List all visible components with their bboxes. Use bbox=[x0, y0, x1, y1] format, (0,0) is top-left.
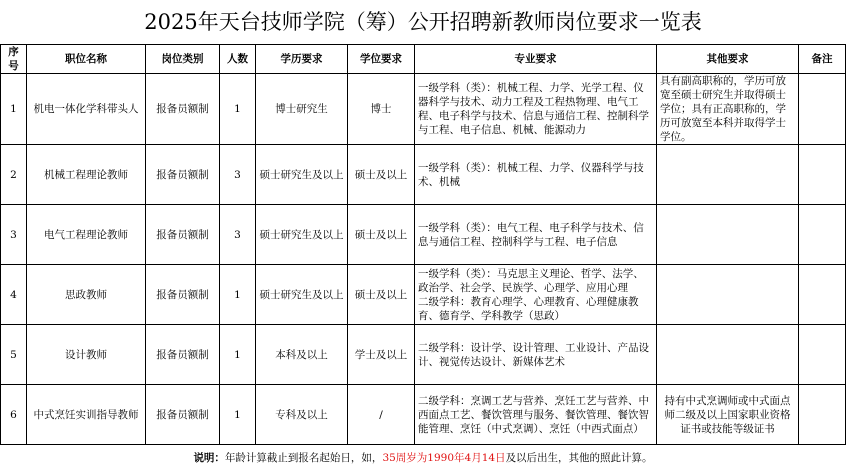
cell-education: 专科及以上 bbox=[256, 385, 348, 445]
cell-count: 3 bbox=[220, 145, 256, 205]
header-cell: 学历要求 bbox=[256, 45, 348, 74]
cell-no: 2 bbox=[1, 145, 27, 205]
cell-remark bbox=[799, 205, 846, 265]
footnote-text-after: 及以后出生，其他的照此计算。 bbox=[505, 452, 653, 464]
cell-degree: 学士及以上 bbox=[348, 325, 415, 385]
cell-remark bbox=[799, 145, 846, 205]
cell-other bbox=[657, 265, 799, 325]
cell-major: 一级学科（类）：机械工程、力学、光学工程、仪器科学与技术、动力工程及工程热物理、电气工程、电子科学与技术、信息与通信工程、控制科学与工程、电子信息、机械、能源动力 bbox=[415, 74, 657, 145]
cell-other bbox=[657, 145, 799, 205]
footnote-text-before: 年龄计算截止到报名起始日，如， bbox=[224, 452, 383, 464]
cell-position: 机械工程理论教师 bbox=[27, 145, 146, 205]
cell-major: 一级学科（类）：马克思主义理论、哲学、法学、政治学、社会学、民族学、心理学、应用心理 二级学科：教育心理学、心理教育、心理健康教育、德育学、学科教学（思政） bbox=[415, 265, 657, 325]
cell-degree: 硕士及以上 bbox=[348, 145, 415, 205]
header-cell: 序号 bbox=[1, 45, 27, 74]
cell-other: 持有中式烹调师或中式面点师二级及以上国家职业资格证书或技能等级证书 bbox=[657, 385, 799, 445]
cell-major: 一级学科（类）：电气工程、电子科学与技术、信息与通信工程、控制科学与工程、电子信息 bbox=[415, 205, 657, 265]
cell-other bbox=[657, 205, 799, 265]
cell-remark bbox=[799, 265, 846, 325]
cell-no: 4 bbox=[1, 265, 27, 325]
cell-position: 思政教师 bbox=[27, 265, 146, 325]
cell-major: 二级学科：设计学、设计管理、工业设计、产品设计、视觉传达设计、新媒体艺术 bbox=[415, 325, 657, 385]
cell-category: 报备员额制 bbox=[146, 325, 220, 385]
cell-no: 5 bbox=[1, 325, 27, 385]
cell-position: 设计教师 bbox=[27, 325, 146, 385]
table-row bbox=[1, 325, 846, 385]
cell-education: 硕士研究生及以上 bbox=[256, 205, 348, 265]
header-cell: 人数 bbox=[220, 45, 256, 74]
cell-category: 报备员额制 bbox=[146, 145, 220, 205]
cell-remark bbox=[799, 385, 846, 445]
cell-remark bbox=[799, 74, 846, 145]
cell-count: 3 bbox=[220, 205, 256, 265]
header-cell: 岗位类别 bbox=[146, 45, 220, 74]
header-cell: 备注 bbox=[799, 45, 846, 74]
cell-degree: 硕士及以上 bbox=[348, 205, 415, 265]
header-cell: 专业要求 bbox=[415, 45, 657, 74]
cell-education: 硕士研究生及以上 bbox=[256, 145, 348, 205]
footnote bbox=[0, 448, 846, 468]
cell-count: 1 bbox=[220, 265, 256, 325]
cell-count: 1 bbox=[220, 74, 256, 145]
cell-other bbox=[657, 325, 799, 385]
cell-remark bbox=[799, 325, 846, 385]
cell-other: 具有副高职称的，学历可放宽至硕士研究生并取得硕士学位；具有正高职称的，学历可放宽至本科并取得学士学位。 bbox=[657, 74, 799, 145]
cell-category: 报备员额制 bbox=[146, 74, 220, 145]
header-cell: 其他要求 bbox=[657, 45, 799, 74]
table-header-row bbox=[1, 45, 846, 74]
cell-count: 1 bbox=[220, 385, 256, 445]
table-row bbox=[1, 385, 846, 445]
cell-category: 报备员额制 bbox=[146, 265, 220, 325]
cell-category: 报备员额制 bbox=[146, 385, 220, 445]
cell-count: 1 bbox=[220, 325, 256, 385]
table-row bbox=[1, 145, 846, 205]
footnote-highlight: 35周岁为1990年4月14日 bbox=[382, 452, 506, 464]
positions-table bbox=[0, 44, 846, 445]
footnote-lead: 说明： bbox=[193, 452, 225, 464]
cell-no: 3 bbox=[1, 205, 27, 265]
cell-position: 中式烹饪实训指导教师 bbox=[27, 385, 146, 445]
cell-degree: / bbox=[348, 385, 415, 445]
cell-no: 6 bbox=[1, 385, 27, 445]
cell-no: 1 bbox=[1, 74, 27, 145]
cell-major: 二级学科：烹调工艺与营养、烹饪工艺与营养、中西面点工艺、餐饮管理与服务、餐饮管理、餐饮智能管理、烹饪（中式烹调）、烹饪（中西式面点） bbox=[415, 385, 657, 445]
table-row bbox=[1, 205, 846, 265]
table-row bbox=[1, 265, 846, 325]
cell-position: 电气工程理论教师 bbox=[27, 205, 146, 265]
cell-degree: 硕士及以上 bbox=[348, 265, 415, 325]
header-cell: 学位要求 bbox=[348, 45, 415, 74]
cell-position: 机电一体化学科带头人 bbox=[27, 74, 146, 145]
header-cell: 职位名称 bbox=[27, 45, 146, 74]
cell-education: 博士研究生 bbox=[256, 74, 348, 145]
cell-major: 一级学科（类）：机械工程、力学、仪器科学与技术、机械 bbox=[415, 145, 657, 205]
document-title: 2025年天台技师学院（筹）公开招聘新教师岗位要求一览表 bbox=[144, 10, 702, 34]
cell-category: 报备员额制 bbox=[146, 205, 220, 265]
cell-education: 本科及以上 bbox=[256, 325, 348, 385]
table-row bbox=[1, 74, 846, 145]
cell-education: 硕士研究生及以上 bbox=[256, 265, 348, 325]
cell-degree: 博士 bbox=[348, 74, 415, 145]
